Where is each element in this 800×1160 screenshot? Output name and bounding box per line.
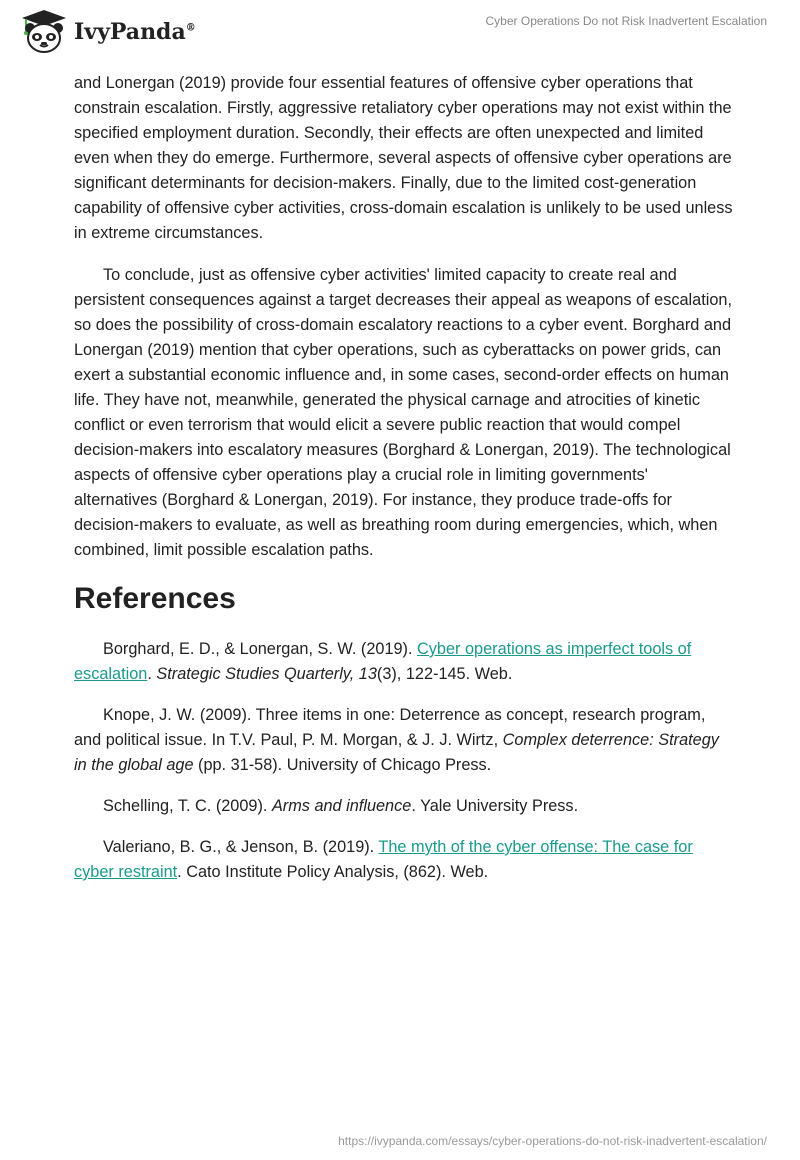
page-header bbox=[0, 0, 800, 70]
reference-4: Valeriano, B. G., & Jenson, B. (2019). The myth of the cyber offense: The case for cyber restraint. Cato Institute Policy Analysis, (862). Web. bbox=[74, 838, 693, 881]
brand-logo[interactable] bbox=[16, 8, 196, 56]
reference-4-link[interactable]: The myth of the cyber offense: The case for cyber restraint bbox=[74, 838, 693, 881]
reference-2: Knope, J. W. (2009). Three items in one: Deterrence as concept, research program, and political issue. In T.V. Paul, P. M. Morgan, & J. J. Wirtz, Complex deterrence: Strategy in the global age (pp. 31-58). University of Chicago Press. bbox=[74, 706, 719, 774]
page-source-url: https://ivypanda.com/essays/cyber-operations-do-not-risk-inadvertent-escalation/ bbox=[338, 1134, 767, 1148]
reference-1: Borghard, E. D., & Lonergan, S. W. (2019). Cyber operations as imperfect tools of escalation. Strategic Studies Quarterly, 13(3), 122-145. Web. bbox=[74, 640, 692, 683]
brand-name: IvyPanda® bbox=[74, 19, 196, 45]
body-paragraph-1: and Lonergan (2019) provide four essential features of offensive cyber operations that constrain escalation. Firstly, aggressive retaliatory cyber operations may not exist within the specified employment duration. Secondly, their effects are often unexpected and limited even when they do emerge. Furthermore, several aspects of offensive cyber operations are significant determinants for decision-makers. Finally, due to the limited cost-generation capability of offensive cyber activities, cross-domain escalation is unlikely to be used unless in extreme circumstances. bbox=[74, 74, 733, 242]
panda-graduate-icon bbox=[16, 8, 72, 56]
document-title: Cyber Operations Do not Risk Inadvertent Escalation bbox=[485, 14, 767, 28]
body-paragraph-2: To conclude, just as offensive cyber activities' limited capacity to create real and persistent consequences against a target decreases their appeal as weapons of escalation, so does the possibility of cross-domain escalatory reactions to a cyber event. Borghard and Lonergan (2019) mention that cyber operations, such as cyberattacks on power grids, can exert a substantial economic influence and, in some cases, second-order effects on human life. They have not, meanwhile, generated the physical carnage and atrocities of kinetic conflict or even terrorism that would elicit a severe public reaction that would compel decision-makers into escalatory measures (Borghard & Lonergan, 2019). The technological aspects of offensive cyber operations play a crucial role in limiting governments' alternatives (Borghard & Lonergan, 2019). For instance, they produce trade-offs for decision-makers to evaluate, as well as breathing room during emergencies, which, when combined, limit possible escalation paths. bbox=[74, 266, 732, 559]
reference-3: Schelling, T. C. (2009). Arms and influence. Yale University Press. bbox=[103, 797, 579, 815]
reference-1-link[interactable]: Cyber operations as imperfect tools of escalation bbox=[74, 640, 692, 683]
references-heading: References bbox=[74, 582, 236, 615]
essay-content bbox=[74, 71, 734, 901]
